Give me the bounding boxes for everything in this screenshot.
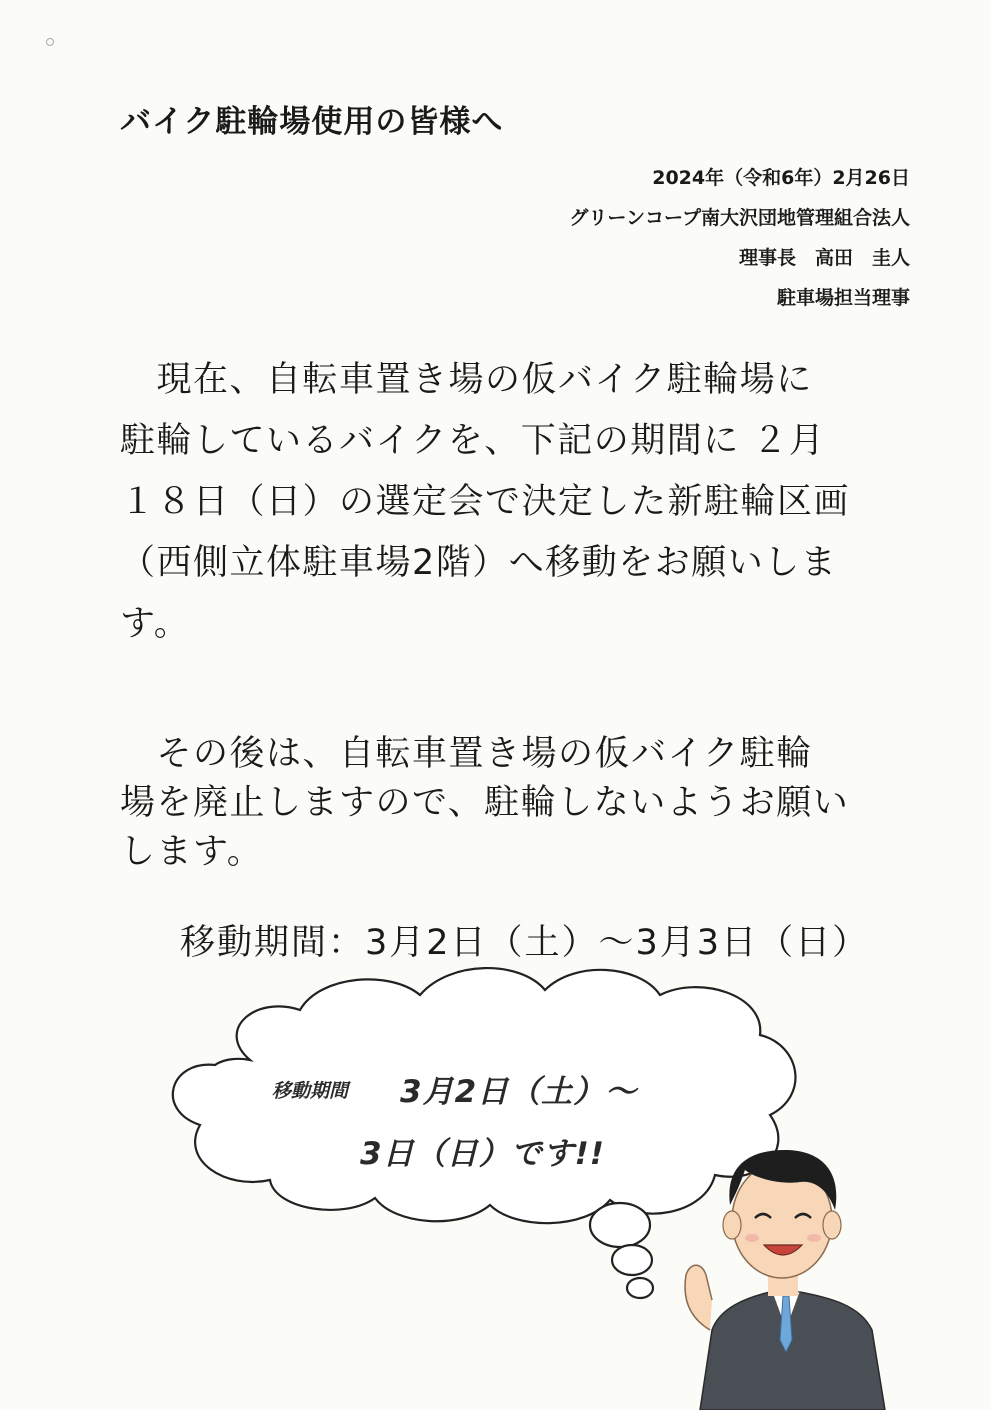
notice-director: 駐車場担当理事 <box>776 287 910 309</box>
bubble-label: 移動期間 <box>272 1080 349 1102</box>
paragraph-1-line: １８日（日）の選定会で決定した新駐輪区画 <box>120 482 851 522</box>
notice-title: バイク駐輪場使用の皆様へ <box>120 104 504 140</box>
paragraph-1-line: す。 <box>120 604 191 644</box>
paragraph-2-line: します。 <box>120 832 264 872</box>
smiling-man-illustration <box>685 1150 885 1410</box>
paragraph-2-line: その後は、自転車置き場の仮バイク駐輪 <box>120 734 813 774</box>
paragraph-2-line: 場を廃止しますので、駐輪しないようお願い <box>120 783 850 823</box>
thought-bubble-medium <box>612 1245 652 1275</box>
notice-date: 2024年（令和6年）2月26日 <box>652 167 910 189</box>
notice-chairman: 理事長 高田 圭人 <box>738 247 910 269</box>
notice-organization: グリーンコープ南大沢団地管理組合法人 <box>569 207 910 229</box>
moving-period: 移動期間：3月2日（土）～3月3日（日） <box>180 923 870 963</box>
paragraph-1-line: （西側立体駐車場2階）へ移動をお願いしま <box>120 543 838 583</box>
bubble-line-1: 3月2日（土）～ <box>400 1074 638 1110</box>
paragraph-1-line: 駐輪しているバイクを、下記の期間に ２月 <box>120 421 826 461</box>
thought-bubble-small <box>627 1278 653 1298</box>
paragraph-1-line: 現在、自転車置き場の仮バイク駐輪場に <box>120 360 813 400</box>
bubble-line-2: 3日（日）です!! <box>360 1136 605 1172</box>
thought-bubble-large <box>590 1203 650 1247</box>
